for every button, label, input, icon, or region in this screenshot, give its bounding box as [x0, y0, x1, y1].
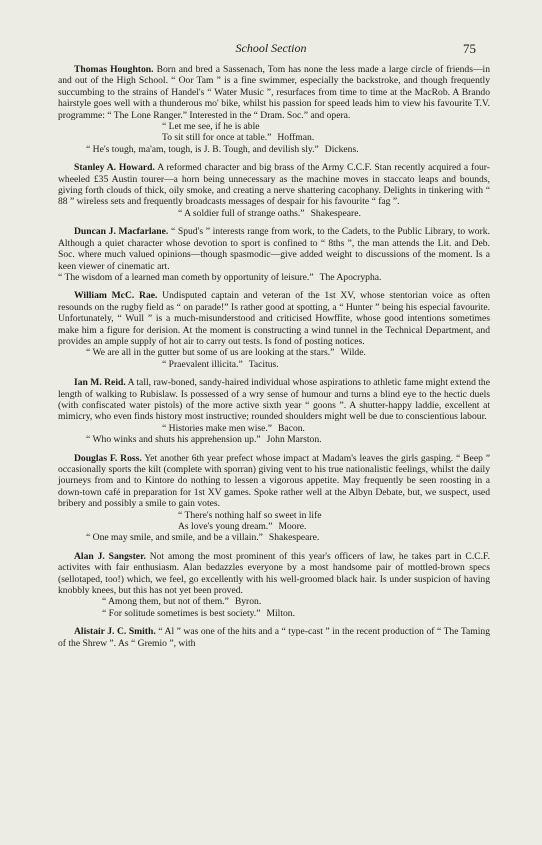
quote-line: As love's young dream.” Moore.: [178, 521, 307, 533]
quote-line: “ One may smile, and smile, and be a villain.” Shakespeare.: [86, 532, 320, 544]
quote-attribution: Milton.: [266, 607, 295, 619]
quote-attribution: Moore.: [278, 521, 307, 533]
entry-text: A reformed character and big brass of the Army C.C.F. Stan recently acquired a four-wheeled £35 Austin tourer—a horn being unnecessary as the machine moves in staccato leaps and bounds, giving forth clouds of thick, oily smoke, and creating a nerve shattering cacophany. Delights in tinkering with “ 88 ” wireless sets and frequently broadcasts messages of despair for his favourite “ fag ”.: [58, 162, 490, 208]
entry-duncan-macfarlane: [58, 226, 490, 283]
entry-name: Alistair J. C. Smith.: [74, 626, 156, 638]
entry-name: Ian M. Reid.: [74, 377, 126, 389]
quote-line: “ Histories make men wise.” Bacon.: [162, 422, 305, 434]
entry-name: Duncan J. Macfarlane.: [74, 226, 169, 238]
entry-text: “ Spud's ” interests range from work, to the Cadets, to the Public Library, to work. Although a quiet character whose devotion to sport is confined to “ 8ths ”, the man attends the Lit. and Deb. Soc. where much valued opinions—though spasmodic—give added weight to discussions of the moment. Is a keen viewer of cinematic art.: [58, 226, 490, 272]
quote-line: “ Praevalent illicita.” Tacitus.: [162, 358, 279, 370]
quote-attribution: Bacon.: [278, 422, 305, 434]
quote-attribution: Dickens.: [324, 143, 359, 155]
quote-attribution: John Marston.: [266, 434, 322, 446]
entry-name: Stanley A. Howard.: [74, 162, 155, 174]
entry-douglas-ross: [58, 453, 490, 544]
entry-paragraph: [58, 453, 490, 510]
entry-text: A tall, raw-boned, sandy-haired individual whose aspirations to athletic fame might extend the length of walking to Rubislaw. Is possessed of a wry sense of humour and turns a blind eye to the hectic duels (with confiscated water pistols) of the more active sixth year “ goons ”. A shutter-happy laddie, excellent at mimicry, who even finds history most instructive; rounded shoulders might well be due to conscientious labour.: [58, 377, 490, 423]
quote-line: “ A soldier full of strange oaths.” Shakespeare.: [178, 207, 361, 219]
quote-attribution: Byron.: [234, 596, 262, 608]
section-title: School Section: [235, 41, 307, 55]
entry-stanley-howard: [58, 162, 490, 219]
entry-paragraph: [58, 64, 490, 121]
entry-name: William McC. Rae.: [74, 290, 158, 302]
quote-line: “ Let me see, if he is able: [162, 121, 260, 133]
entry-paragraph: [58, 551, 490, 597]
entry-paragraph: [58, 226, 490, 272]
entry-paragraph: [58, 162, 490, 208]
entry-name: Douglas F. Ross.: [74, 452, 142, 464]
entry-name: Alan J. Sangster.: [74, 550, 146, 562]
page-number: 75: [463, 41, 476, 56]
quote-attribution: Shakespeare.: [310, 207, 361, 219]
entry-text: Not among the most prominent of this year's officers of law, he takes part in C.C.F. activites with fair enthusiasm. Alan bedazzles everyone by a most handsome pair of mottled-brown specs (sellotaped, too!) which, we feel, go excellently with his well-groomed black hair. Is under suspicion of having knobbly knees, but this has not yet been proved.: [58, 550, 490, 597]
quote-attribution: Tacitus.: [248, 358, 279, 370]
quote-line: “ The wisdom of a learned man cometh by opportunity of leisure.” The Apocrypha.: [58, 271, 382, 283]
entry-ian-reid: [58, 377, 490, 445]
entry-text: Born and bred a Sassenach, Tom has none the less made a large circle of friends—in and out of the High School. “ Oor Tam ” is a fine swimmer, especially the backstroke, and though frequently succumbing to the strains of Handel's “ Water Music ”, resurfaces from time to time at the MacRob. A Brando hairstyle goes well with a thunderous mo' bike, whilst his passion for speed leads him to view his favourite T.V. programme: “ The Lone Ranger.” Interested in the “ Dram. Soc.” and opera.: [58, 64, 491, 121]
entry-text: “ Al ” was one of the hits and a “ type-cast ” in the recent production of “ The Taming of the Shrew ”. As “ Gremio ”, with: [58, 626, 491, 649]
entry-alistair-smith: [58, 626, 490, 649]
quote-attribution: Wilde.: [340, 347, 366, 359]
quote-attribution: Shakespeare.: [268, 532, 320, 544]
entry-alan-sangster: [58, 551, 490, 619]
entry-text: Undisputed captain and veteran of the 1st XV, whose stentorian voice as often resounds on the rugby field as “ on parade!” Is rather good at spotting, a “ Hunter ” being his especial favourite. Unfortunately, “ Wull ” is a much-misunderstood and criticised Howffite, whose good intentions sometimes make him a figure for derision. At the moment is constructing a wind tunnel in the Technical Department, and provides an ample supply of hot air to carry out tests. Is fond of posting notices.: [58, 290, 490, 347]
entry-william-rae: [58, 290, 490, 370]
quote-line: “ For solitude sometimes is best society.” Milton.: [102, 607, 295, 619]
entry-paragraph: [58, 290, 490, 347]
quote-line: “ There's nothing half so sweet in life: [178, 509, 322, 521]
quote-attribution: The Apocrypha.: [319, 271, 382, 283]
quote-line: “ He's tough, ma'am, tough, is J. B. Tough, and devilish sly.” Dickens.: [86, 143, 359, 155]
entry-name: Thomas Houghton.: [74, 64, 154, 75]
quote-line: To sit still for once at table.” Hoffman.: [162, 132, 315, 144]
page-header: [0, 41, 542, 59]
quote-line: “ Among them, but not of them.” Byron.: [102, 596, 262, 608]
entry-thomas-houghton: [58, 64, 490, 155]
quote-line: “ Who winks and shuts his apprehension up.” John Marston.: [86, 434, 322, 446]
quote-attribution: Hoffman.: [277, 132, 315, 144]
quote-line: “ We are all in the gutter but some of us are looking at the stars.” Wilde.: [86, 347, 366, 359]
entry-paragraph: [58, 626, 490, 649]
entries-list: [58, 64, 490, 656]
entry-paragraph: [58, 377, 490, 423]
entry-text: Yet another 6th year prefect whose impact at Madam's leaves the girls gasping. “ Beep ” occasionally sports the kilt (complete with sporran) giving vent to his true nationalistic feelings, whilst the daily journeys from and to Kintore do nothing to lessen a vigorous appetite. May frequently be seen roosting in a down-town café in preparation for 1st XV games. Spoke rather well at the Albyn Debate, but, we suspect, used bribery and possibly a smile to gain votes.: [58, 452, 491, 510]
